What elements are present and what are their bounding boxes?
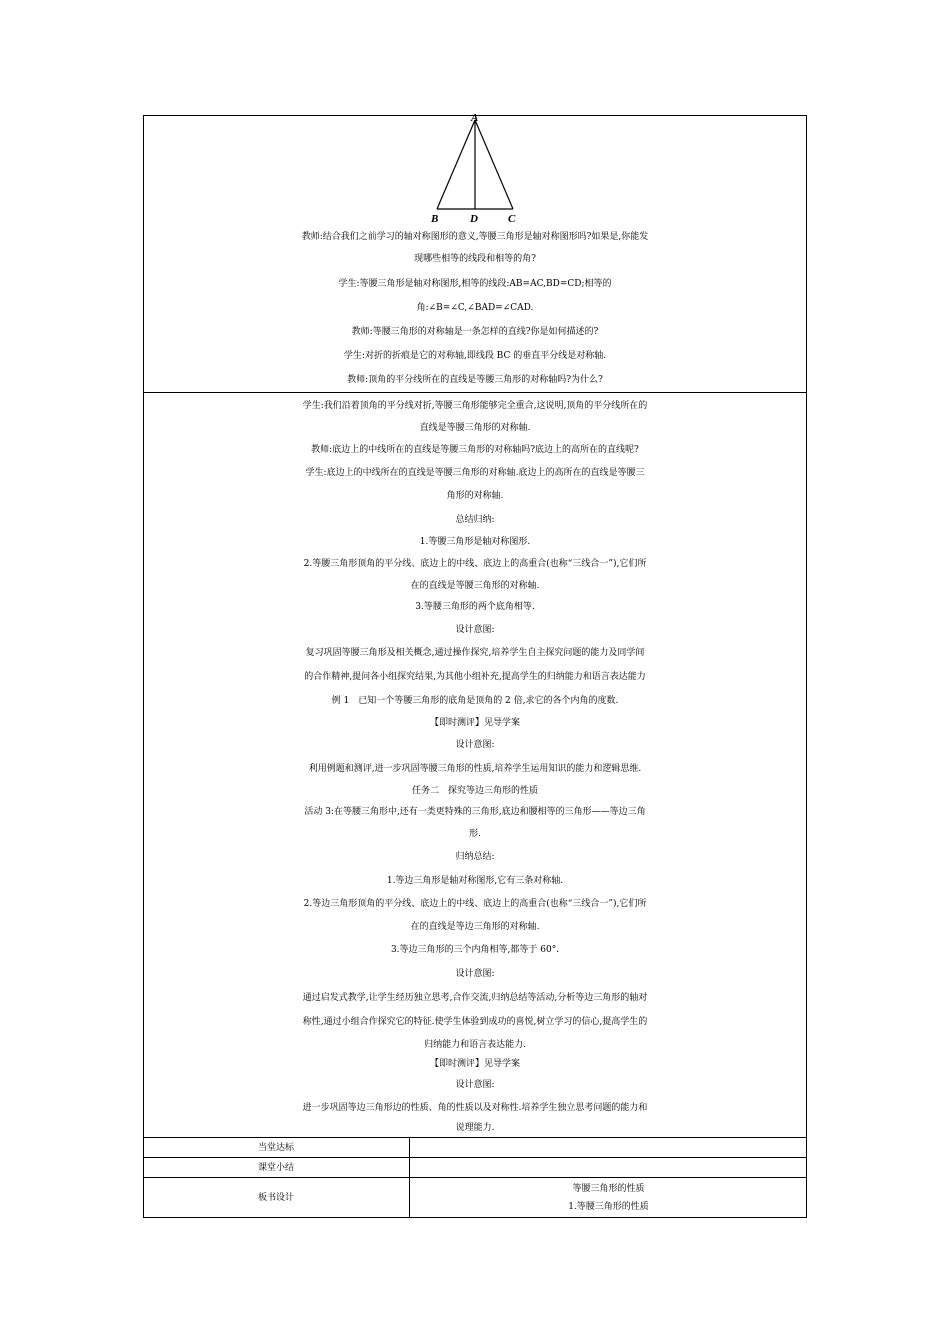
row-label-assessment: 当堂达标 (257, 1143, 294, 1153)
label-b: B (431, 213, 439, 225)
content-line: 【即时测评】见导学案 (429, 718, 520, 728)
row-value-assessment[interactable] (410, 1138, 807, 1157)
dialogue-line: 角:∠B=∠C,∠BAD=∠CAD. (416, 303, 534, 313)
row-value-summary[interactable] (410, 1158, 807, 1177)
content-line: 设计意图: (455, 625, 495, 635)
content-line: 学生:我们沿着顶角的平分线对折,等腰三角形能够完全重合,这说明,顶角的平分线所在的 (302, 401, 648, 411)
content-line: 3.等腰三角形的两个底角相等. (415, 602, 535, 612)
content-line: 复习巩固等腰三角形及相关概念,通过操作探究,培养学生自主探究问题的能力及同学间 (305, 648, 645, 658)
content-line: 的合作精神,提问各小组探究结果,为其他小组补充,提高学生的归纳能力和语言表达能力 (304, 672, 646, 682)
content-line: 【即时测评】见导学案 (429, 1059, 520, 1069)
label-d: D (470, 213, 478, 225)
label-c: C (508, 213, 516, 225)
dialogue-line: 学生:对折的折痕是它的对称轴,即线段 BC 的垂直平分线是对称轴. (343, 351, 607, 361)
content-line: 总结归纳: (455, 515, 495, 525)
row-label-summary: 课堂小结 (257, 1163, 294, 1173)
content-line: 教师:底边上的中线所在的直线是等腰三角形的对称轴吗?底边上的高所在的直线呢? (311, 445, 639, 455)
content-line: 2.等边三角形顶角的平分线、底边上的中线、底边上的高重合(也称“三线合一”),它们所 (303, 899, 647, 909)
dialogue-line: 教师:顶角的平分线所在的直线是等腰三角形的对称轴吗?为什么? (347, 375, 603, 385)
content-line: 1.等腰三角形是轴对称图形. (419, 537, 531, 547)
content-line: 3.等边三角形的三个内角相等,都等于 60°. (390, 945, 560, 955)
label-a: A (471, 112, 479, 124)
dialogue-line: 学生:等腰三角形是轴对称图形,相等的线段:AB=AC,BD=CD;相等的 (338, 279, 612, 289)
side-ac (475, 120, 513, 209)
content-line: 在的直线是等腰三角形的对称轴. (410, 581, 540, 591)
content-line: 进一步巩固等边三角形边的性质、角的性质以及对称性.培养学生独立思考问题的能力和 (302, 1103, 648, 1113)
board-design-line: 等腰三角形的性质 (572, 1184, 645, 1194)
content-line: 直线是等腰三角形的对称轴. (419, 423, 531, 433)
board-design-line: 1.等腰三角形的性质 (568, 1202, 649, 1212)
dialogue-line: 教师:结合我们之前学习的轴对称图形的意义,等腰三角形是轴对称图形吗?如果是,你能发 (301, 232, 649, 242)
content-line: 形. (469, 829, 481, 839)
content-line: 设计意图: (455, 740, 495, 750)
side-ab (437, 120, 475, 209)
content-line: 例 1 已知一个等腰三角形的底角是顶角的 2 倍,求它的各个内角的度数. (331, 696, 619, 706)
divider-section (143, 392, 807, 393)
row-label-board-design: 板书设计 (257, 1193, 294, 1203)
isosceles-triangle-figure (420, 112, 530, 227)
content-line: 利用例题和测评,进一步巩固等腰三角形的性质,培养学生运用知识的能力和逻辑思维. (308, 764, 642, 774)
content-line: 设计意图: (455, 1080, 495, 1090)
content-line: 2.等腰三角形顶角的平分线、底边上的中线、底边上的高重合(也称“三线合一”),它们所 (303, 559, 647, 569)
content-line: 通过启发式教学,让学生经历独立思考,合作交流,归纳总结等活动,分析等边三角形的轴对 (302, 993, 648, 1003)
content-line: 学生:底边上的中线所在的直线是等腰三角形的对称轴.底边上的高所在的直线是等腰三 (305, 468, 645, 478)
content-line: 1.等边三角形是轴对称图形,它有三条对称轴. (386, 876, 564, 886)
content-line: 称性,通过小组合作探究它的特征.使学生体验到成功的喜悦,树立学习的信心,提高学生的 (302, 1017, 648, 1027)
content-line: 设计意图: (455, 969, 495, 979)
dialogue-line: 教师:等腰三角形的对称轴是一条怎样的直线?你是如何描述的? (351, 327, 599, 337)
content-line: 在的直线是等边三角形的对称轴. (410, 922, 540, 932)
dialogue-line: 现哪些相等的线段和相等的角? (414, 254, 536, 264)
content-line: 归纳总结: (455, 852, 495, 862)
content-line: 角形的对称轴. (446, 491, 504, 501)
content-line: 活动 3:在等腰三角形中,还有一类更特殊的三角形,底边和腰相等的三角形——等边三角 (304, 807, 646, 817)
content-line: 说理能力. (455, 1123, 495, 1133)
content-line: 归纳能力和语言表达能力. (424, 1040, 526, 1050)
content-line: 任务二 探究等边三角形的性质 (411, 786, 538, 796)
